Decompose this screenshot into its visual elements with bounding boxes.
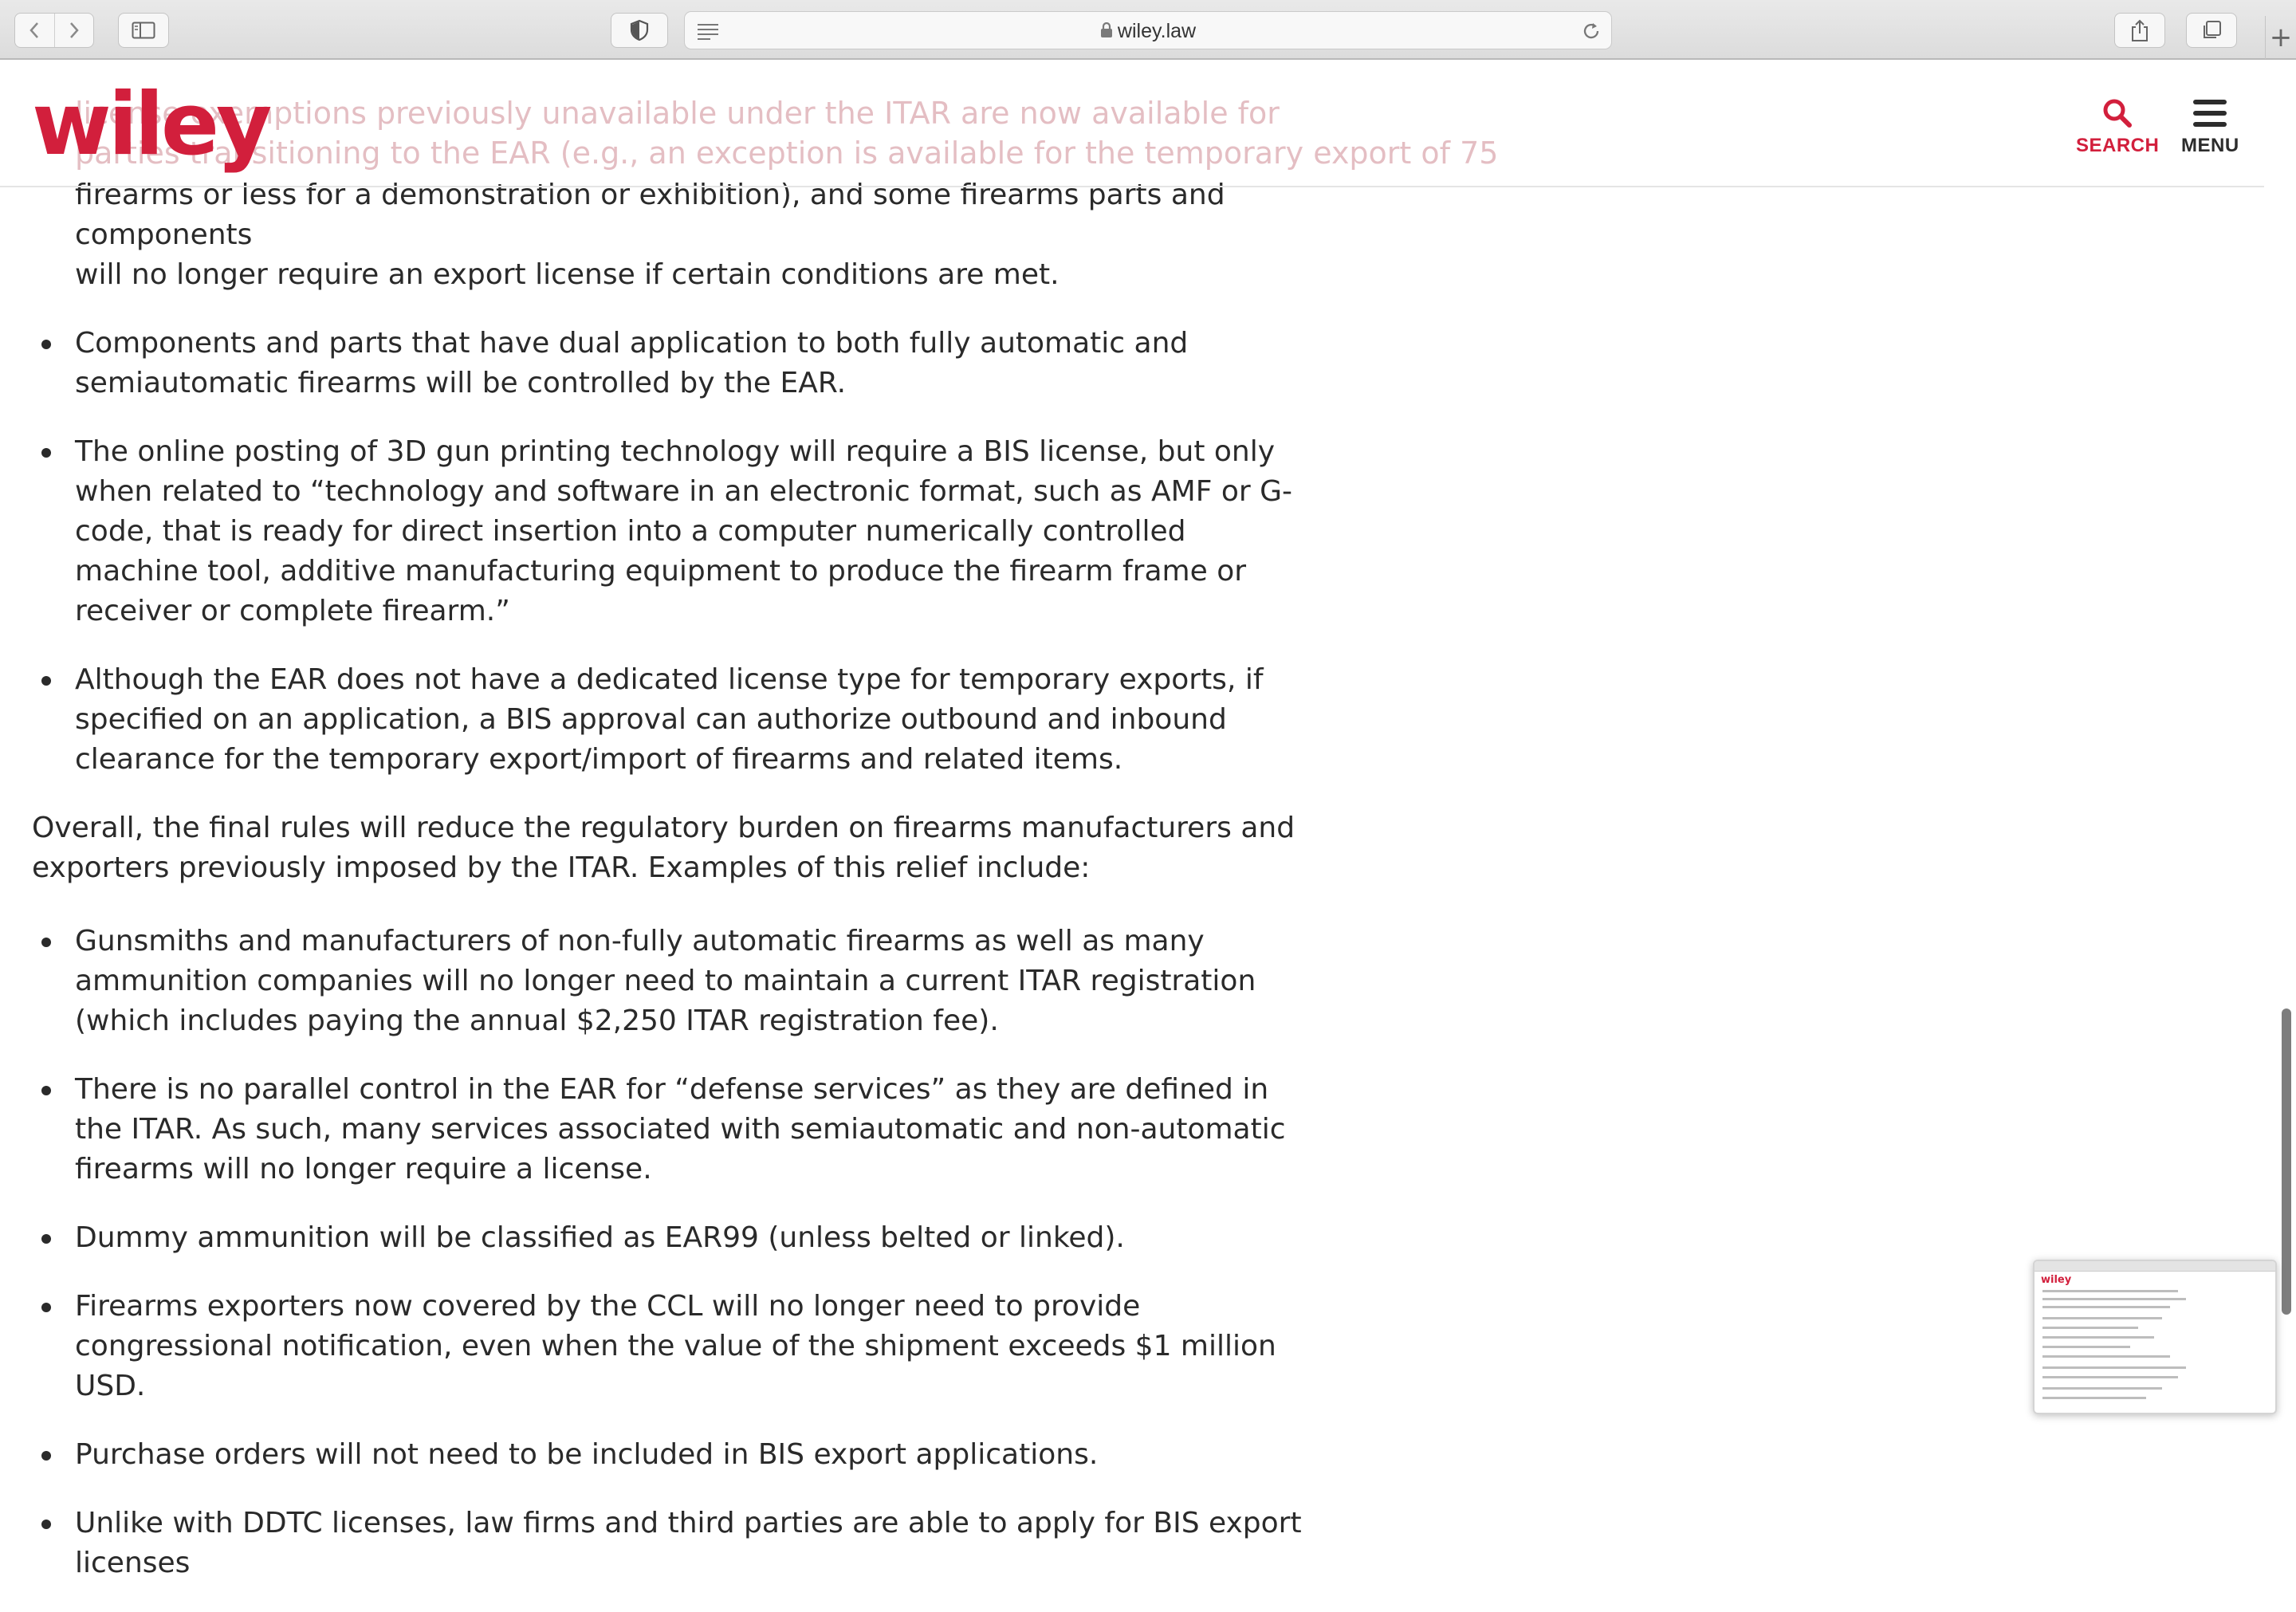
- plus-icon: +: [2269, 22, 2293, 53]
- url-display[interactable]: [685, 12, 1611, 50]
- article-body: [32, 175, 1307, 1612]
- forward-button[interactable]: [54, 14, 94, 47]
- thumbnail-text-line: [2042, 1306, 2170, 1308]
- history-nav-group: [14, 13, 94, 48]
- thumbnail-text-line: [2042, 1387, 2162, 1390]
- thumbnail-text-line: [2042, 1346, 2130, 1348]
- list-item: The online posting of 3D gun printing technology will require a BIS license, but only when related to “technology and software in an electronic format, such as AMF or G-code, that is ready for direct insertion into a computer numerically controlled machine tool, additive manufacturing equipment to produce the firearm frame or receiver or complete firearm.”: [32, 432, 1307, 631]
- chevron-left-icon: [29, 21, 40, 40]
- share-button[interactable]: [2114, 13, 2165, 48]
- shield-icon: [630, 19, 649, 41]
- thumbnail-text-line: [2042, 1397, 2146, 1399]
- text-line: firearms or less for a demonstration or exhibition), and some firearms parts and components: [75, 179, 1225, 251]
- list-item: Unlike with DDTC licenses, law firms and third parties are able to apply for BIS export licenses: [32, 1504, 1307, 1583]
- privacy-report-button[interactable]: [611, 13, 668, 48]
- scrollbar-thumb[interactable]: [2282, 1008, 2291, 1315]
- bullet-list-changes: [32, 324, 1307, 780]
- page-scrollbar[interactable]: [2277, 61, 2296, 1435]
- faded-text-line: parties transitioning to the EAR (e.g., an exception is available for the temporary export of 75: [75, 136, 1499, 171]
- faded-text-line: license exemptions previously unavailable under the ITAR are now available for: [75, 96, 1280, 131]
- list-item: Firearms exporters now covered by the CCL will no longer need to provide congressional notification, even when the value of the shipment exceeds $1 million USD.: [32, 1287, 1307, 1406]
- back-button[interactable]: [15, 14, 54, 47]
- thumbnail-text-line: [2042, 1336, 2154, 1339]
- address-bar[interactable]: [684, 11, 1612, 49]
- wiley-logo[interactable]: wiley: [32, 75, 269, 175]
- thumbnail-text-line: [2042, 1376, 2178, 1378]
- site-header: [0, 61, 2264, 187]
- hamburger-icon: [2192, 98, 2227, 128]
- lock-icon: [1100, 22, 1113, 38]
- summary-paragraph: Overall, the final rules will reduce the regulatory burden on firearms manufacturers and exporters previously imposed by the ITAR. Examples of this relief include:: [32, 812, 1295, 884]
- text-line: will no longer require an export license if certain conditions are met.: [75, 258, 1060, 291]
- url-text: wiley.law: [1117, 20, 1197, 42]
- page-thumbnail-preview[interactable]: [2033, 1260, 2277, 1414]
- list-item: Components and parts that have dual application to both fully automatic and semiautomatic firearms will be controlled by the EAR.: [32, 324, 1307, 403]
- thumbnail-text-line: [2042, 1298, 2186, 1300]
- thumbnail-text-line: [2042, 1366, 2186, 1369]
- thumbnail-text-line: [2042, 1327, 2138, 1329]
- sidebar-button[interactable]: [118, 13, 169, 48]
- thumbnail-logo: wiley: [2041, 1274, 2072, 1286]
- browser-toolbar: [0, 0, 2296, 60]
- list-item: There is no parallel control in the EAR for “defense services” as they are defined in the ITAR. As such, many services associated with semiautomatic and non-automatic firearms will no longer require a license.: [32, 1070, 1307, 1189]
- menu-label: MENU: [2181, 135, 2239, 156]
- tab-overview-button[interactable]: [2186, 13, 2237, 48]
- bullet-list-relief: [32, 922, 1307, 1583]
- search-icon: [2102, 98, 2133, 128]
- thumbnail-text-line: [2042, 1290, 2178, 1292]
- share-icon: [2130, 18, 2149, 42]
- tabs-icon: [2201, 20, 2222, 41]
- menu-button[interactable]: [2181, 98, 2239, 157]
- reload-icon[interactable]: [1581, 20, 1602, 45]
- thumbnail-text-line: [2042, 1355, 2170, 1358]
- continued-list-text: [32, 175, 1307, 295]
- list-item: Purchase orders will not need to be included in BIS export applications.: [32, 1435, 1307, 1475]
- list-item: Gunsmiths and manufacturers of non-fully automatic firearms as well as many ammunition companies will no longer need to maintain a current ITAR registration (which includes paying the annual $2,250 ITAR registration fee).: [32, 922, 1307, 1041]
- new-tab-button[interactable]: [2265, 16, 2296, 59]
- list-item: Although the EAR does not have a dedicated license type for temporary exports, if specified on an application, a BIS approval can authorize outbound and inbound clearance for the temporary export/import of firearms and related items.: [32, 660, 1307, 780]
- search-button[interactable]: [2076, 98, 2159, 157]
- thumbnail-toolbar: [2035, 1261, 2275, 1272]
- list-item: Dummy ammunition will be classified as EAR99 (unless belted or linked).: [32, 1218, 1307, 1258]
- search-label: SEARCH: [2076, 135, 2160, 156]
- thumbnail-text-line: [2042, 1317, 2162, 1319]
- sidebar-icon: [132, 22, 155, 39]
- chevron-right-icon: [69, 21, 80, 40]
